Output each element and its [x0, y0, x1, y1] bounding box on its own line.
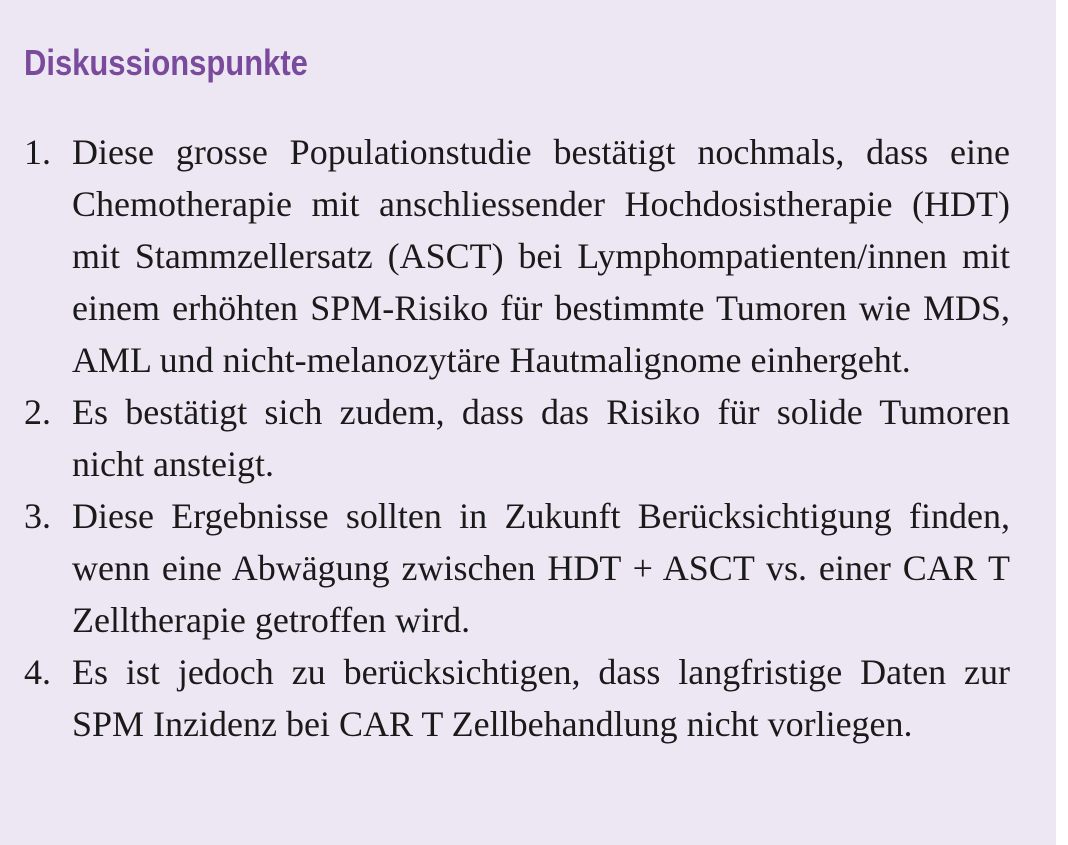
item-text: Diese grosse Populationstudie bestätigt nochmals, dass eine Chemotherapie mit anschliessender Hochdosistherapie (HDT) mit Stammzellersatz (ASCT) bei Lymphompatienten/innen mit einem erhöhten SPM-Risiko für bestimmte Tumoren wie MDS, AML und nicht-melanozytäre Hautmalignome einhergeht.	[72, 132, 1010, 380]
list-item	[24, 490, 1010, 646]
item-number: 2.	[24, 392, 51, 432]
list-item	[24, 646, 1010, 750]
list-item	[24, 126, 1010, 386]
list-item	[24, 386, 1010, 490]
item-text: Diese Ergebnisse sollten in Zukunft Berücksichtigung finden, wenn eine Abwägung zwischen HDT + ASCT vs. einer CAR T Zelltherapie getroffen wird.	[72, 496, 1010, 640]
item-number: 4.	[24, 652, 51, 692]
item-number: 1.	[24, 132, 51, 172]
item-number: 3.	[24, 496, 51, 536]
item-text: Es ist jedoch zu berücksichtigen, dass langfristige Daten zur SPM Inzidenz bei CAR T Zellbehandlung nicht vorliegen.	[72, 652, 1010, 744]
discussion-list	[24, 126, 1010, 750]
box-title: Diskussionspunkte	[24, 42, 308, 83]
item-text: Es bestätigt sich zudem, dass das Risiko für solide Tumoren nicht ansteigt.	[72, 392, 1010, 484]
